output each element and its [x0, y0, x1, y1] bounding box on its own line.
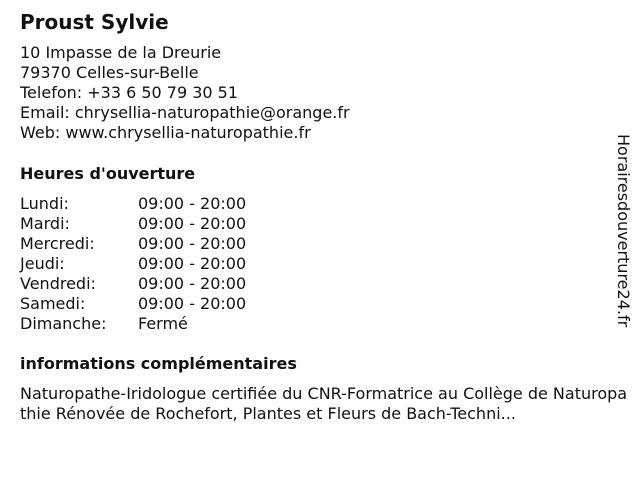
hours-row-saturday: [20, 294, 280, 314]
hours-row-wednesday: [20, 234, 280, 254]
hours-row-thursday: [20, 254, 280, 274]
day-label: Dimanche:: [20, 314, 107, 333]
hours-heading: Heures d'ouverture: [20, 164, 196, 183]
email-address: Email: chrysellia-naturopathie@orange.fr: [20, 103, 350, 122]
business-name: Proust Sylvie: [20, 10, 169, 34]
day-label: Mercredi:: [20, 234, 95, 253]
address-line-1: 10 Impasse de la Dreurie: [20, 43, 222, 62]
website-url: Web: www.chrysellia-naturopathie.fr: [20, 123, 311, 142]
hours-row-friday: [20, 274, 280, 294]
day-label: Mardi:: [20, 214, 70, 233]
time-value: Fermé: [138, 314, 188, 333]
contact-block: [20, 43, 350, 143]
day-label: Lundi:: [20, 194, 69, 213]
time-value: 09:00 - 20:00: [138, 194, 247, 213]
phone-number: Telefon: +33 6 50 79 30 51: [20, 83, 239, 102]
time-value: 09:00 - 20:00: [138, 234, 247, 253]
time-value: 09:00 - 20:00: [138, 274, 247, 293]
time-value: 09:00 - 20:00: [138, 214, 247, 233]
day-label: Samedi:: [20, 294, 86, 313]
hours-row-monday: [20, 194, 280, 214]
info-heading: informations complémentaires: [20, 354, 297, 373]
opening-hours-list: [20, 194, 280, 334]
site-watermark: Horairesdouverture24.fr: [614, 134, 633, 328]
hours-row-tuesday: [20, 214, 280, 234]
info-description: Naturopathe-Iridologue certifiée du CNR-Formatrice au Collège de Naturopathie Rénovée de Rochefort, Plantes et Fleurs de Bach-Techni...: [20, 384, 628, 423]
day-label: Vendredi:: [20, 274, 96, 293]
day-label: Jeudi:: [20, 254, 65, 273]
time-value: 09:00 - 20:00: [138, 294, 247, 313]
hours-row-sunday: [20, 314, 280, 334]
address-line-2: 79370 Celles-sur-Belle: [20, 63, 199, 82]
time-value: 09:00 - 20:00: [138, 254, 247, 273]
